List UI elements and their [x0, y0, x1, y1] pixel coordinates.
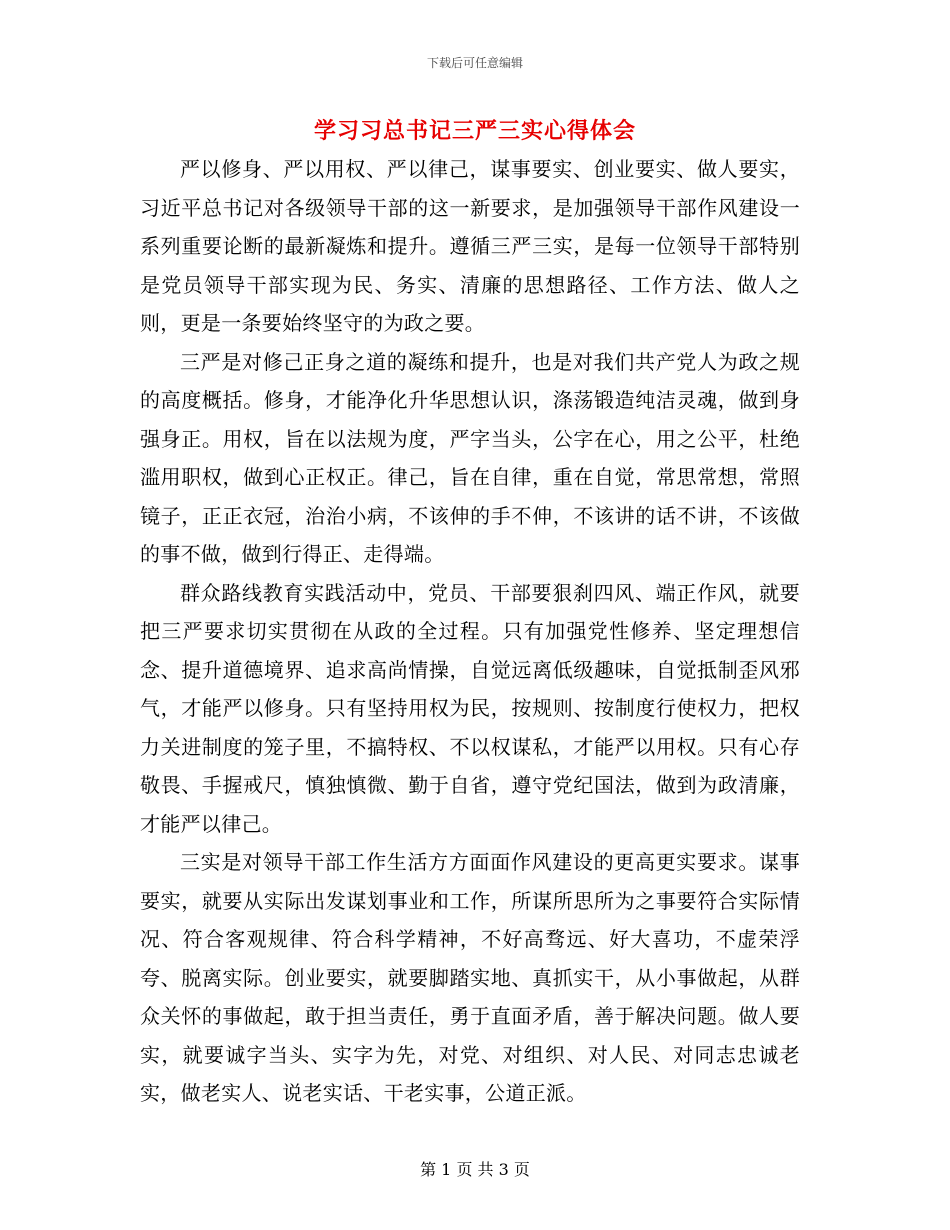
paragraph: 三实是对领导干部工作生活方方面面作风建设的更高更实要求。谋事要实，就要从实际出发谋划事业和工作，所谋所思所为之事要符合实际情况、符合客观规律、符合科学精神，不好高骛远、好大喜功，不虚荣浮夸、脱离实际。创业要实，就要脚踏实地、真抓实干，从小事做起，从群众关怀的事做起，敢于担当责任，勇于直面矛盾，善于解决问题。做人要实，就要诚字当头、实字为先，对党、对组织、对人民、对同志忠诚老实，做老实人、说老实话、干老实事，公道正派。 [140, 850, 800, 1105]
document-body [140, 150, 800, 1113]
paragraph: 三严是对修己正身之道的凝练和提升，也是对我们共产党人为政之规的高度概括。修身，才能净化升华思想认识，涤荡锻造纯洁灵魂，做到身强身正。用权，旨在以法规为度，严字当头，公字在心，用之公平，杜绝滥用职权，做到心正权正。律己，旨在自律，重在自觉，常思常想，常照镜子，正正衣冠，治治小病，不该伸的手不伸，不该讲的话不讲，不该做的事不做，做到行得正、走得端。 [140, 349, 800, 566]
header-note: 下载后可任意编辑 [426, 56, 523, 70]
paragraph: 严以修身、严以用权、严以律己，谋事要实、创业要实、做人要实，习近平总书记对各级领导干部的这一新要求，是加强领导干部作风建设一系列重要论断的最新凝炼和提升。遵循三严三实，是每一位领导干部特别是党员领导干部实现为民、务实、清廉的思想路径、工作方法、做人之则，更是一条要始终坚守的为政之要。 [140, 157, 800, 335]
paragraph: 群众路线教育实践活动中，党员、干部要狠刹四风、端正作风，就要把三严要求切实贯彻在从政的全过程。只有加强党性修养、坚定理想信念、提升道德境界、追求高尚情操，自觉远离低级趣味，自觉抵制歪风邪气，才能严以修身。只有坚持用权为民，按规则、按制度行使权力，把权力关进制度的笼子里，不搞特权、不以权谋私，才能严以用权。只有心存敬畏、手握戒尺，慎独慎微、勤于自省，遵守党纪国法，做到为政清廉，才能严以律己。 [140, 580, 800, 836]
page-number: 第 1 页 共 3 页 [420, 1160, 530, 1179]
document-title: 学习习总书记三严三实心得体会 [313, 119, 636, 144]
